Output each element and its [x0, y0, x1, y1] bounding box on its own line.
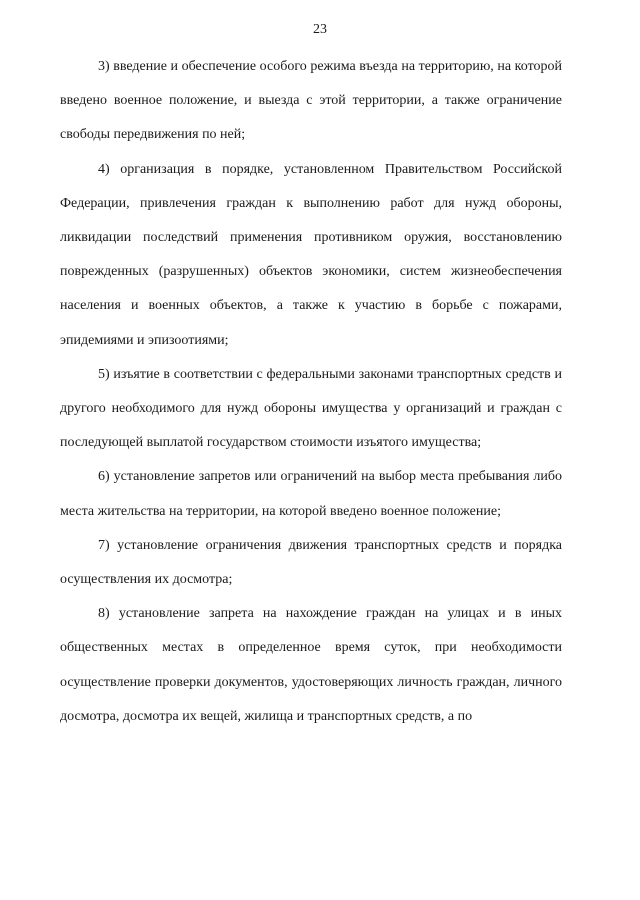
paragraph-item-5: 5) изъятие в соответствии с федеральными законами транспортных средств и другого необходимого для нужд обороны имущества у организаций и граждан с последующей выплатой государством стоимости изъятого имущества;: [60, 366, 562, 451]
paragraph-item-7: 7) установление ограничения движения транспортных средств и порядка осуществления их досмотра;: [60, 537, 562, 588]
paragraph-item-4: 4) организация в порядке, установленном Правительством Российской Федерации, привлечения граждан к выполнению работ для нужд обороны, ликвидации последствий применения противником оружия, восстановлению поврежденных (разрушенных) объектов экономики, систем жизнеобеспечения населения и военных объектов, а также к участию в борьбе с пожарами, эпидемиями и эпизоотиями;: [60, 161, 562, 348]
document-body: [60, 50, 562, 734]
paragraph-item-8: 8) установление запрета на нахождение граждан на улицах и в иных общественных местах в определенное время суток, при необходимости осуществление проверки документов, удостоверяющих личность граждан, личного досмотра, досмотра их вещей, жилища и транспортных средств, а по: [60, 606, 562, 724]
page-number: 23: [313, 22, 327, 37]
paragraph-item-3: 3) введение и обеспечение особого режима въезда на территорию, на которой введено военное положение, и выезда с этой территории, а также ограничение свободы передвижения по ней;: [60, 59, 562, 143]
paragraph-item-6: 6) установление запретов или ограничений на выбор места пребывания либо места жительства на территории, на которой введено военное положение;: [60, 469, 562, 519]
